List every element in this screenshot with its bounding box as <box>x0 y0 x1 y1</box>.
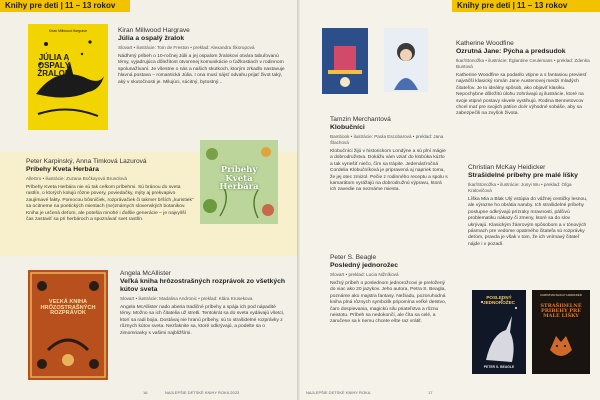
cover-title: STRAŠIDELNÉ PRÍBEHY PRE MALÉ LÍŠKY <box>540 303 582 319</box>
cover-author: Kiran Millwood Hargrave <box>48 29 88 33</box>
book-cover-julia <box>28 24 108 130</box>
book-cover-velka-kniha <box>28 270 108 380</box>
book-title: Strašidelné príbehy pre malé líšky <box>468 172 578 179</box>
cover-title: Príbehy Kveta Herbára <box>219 165 259 192</box>
review-posledny-jednorozec <box>330 254 448 326</box>
book-review: Líška Mia a Blak Ulý vstúpia do vážnej cestičky lesnou, ale výrazne ho obrátia naruby. Ich strašidelné príbehy postupne odkrývajú prízraky mravnosti, pálčivú problematiku nákazy či zmeny, ktoré sa do slov ukrývajú. Klasickým žánrovým spôsobom a v tónových pásmach pre vedome opatrného čitateľa sú rozprávky deťom, pravda je však v tom, že ich vnímavý čitateľ nájde i v pozadí. <box>468 197 588 247</box>
review-klobucnici <box>330 116 448 194</box>
book-meta: Slovart • ilustrácie: Tom de Freston • preklad: Alexandra Škorupová <box>118 45 255 50</box>
section-header-left: Knihy pre deti | 11 – 13 rokov <box>0 0 130 12</box>
book-cover-strasidelne-pribehy <box>532 290 590 374</box>
review-ozrutna-jane <box>456 40 592 118</box>
review-velka-kniha <box>120 270 288 337</box>
book-cover-klobucnici <box>322 28 368 94</box>
book-author: Peter Karpinský, Anna Timková Lazurová <box>26 158 147 165</box>
ornament-illustration <box>28 270 108 380</box>
jane-illustration <box>384 28 428 92</box>
cover-author: CHRISTIAN McKAY HEIDICKER <box>540 293 582 297</box>
page-number-left: 16 <box>143 390 148 395</box>
book-author: Angela McAllister <box>120 270 171 277</box>
cover-title: VEĽKÁ KNIHA HRÔZOSTRAŠNÝCH ROZPRÁVOK <box>40 299 96 317</box>
footer-text-left: NAJLEPŠIE DETSKÉ KNIHY ROKA 2023 <box>165 390 240 395</box>
book-title: Veľká kniha hrôzostrašných rozprávok zo všetkých kútov sveta <box>120 278 286 293</box>
book-author: Kiran Millwood Hargrave <box>118 27 190 34</box>
cover-title: POSLEDNÝ JEDNOROŽEC <box>483 295 515 305</box>
book-review: Katherine Woodfine sa podarilo vtipne a s fantasiou previesť najväčší klasický román Jane Austenovej medzi mladých čitateľov. Je to ideálny spôsob, ako objaviť klasiku. Nepochybne dôležitú úlohu zohrávajú aj ilustrácie, ktoré na svoje vtipné postavy skvele vystihujú. Rodina Bennetovcov chcel mať pre svojich pätíce dcér výhodné sobáše, aby sa zabezpečili na zvyšok života. <box>456 73 587 117</box>
book-cover-pribehy <box>200 140 278 224</box>
page-number-right: 17 <box>428 390 433 395</box>
book-author: Tamzin Merchantová <box>330 116 391 123</box>
footer-text-right: NAJLEPŠIE DETSKÉ KNIHY ROKA <box>306 390 371 395</box>
book-review: Nežný príbeh o poslednom jednorožcovi je preložený do viac ako 20 jazykov. Jeho autora, Petra S. Beagla, poznáme ako majstra fantasy. Nežiadu, pozoruhodná kniha plná rôznych symbolík pripomína veľké detstvo, čaro dospievania, magickú silu priateľstva a rôznu neistotu. Príbeh sa nedokončí, ale číta sa celé, a zaručene sa k nemu chcete ešte raz vrátiť. <box>330 281 447 325</box>
book-review: Príbehy Kveta Herbára nie sú tak celkom príbehmi. Sú bránou do sveta rastlín, o ktorých kolujú rôzne povery, poviedačky, mýty aj prekvapivo zaujímavé fakty. Pomocou bôsničiek, rozprávačiek či takmer brších „kuristiek“ sa ocitneme na poetických miestach (ne)známych slovenských botanikov. Kniha je určená deťom, ale potešia mnohé i ďalšie generácie – je najvyšší čas zastaviť sa pri herbároch a spoznávať svet rastlín. <box>26 185 194 223</box>
book-cover-ozrutna-jane <box>384 28 428 92</box>
book-author: Christian McKay Heidicker <box>468 164 546 171</box>
book-meta: AlleGro • ilustrácie: Zuzana Bočkayová Brunclová <box>26 176 127 181</box>
book-review: Nádhrný príbeh o 10-ročnej Júlii a jej ospalom žralokovi otvára tabuľovanú témy, vyjadrujúca dôležitost otvorenej komunikácie o ťažkostiach v rodinnom spolunažívaní. Je všestne o nás a našich skutkoch, ktorým zrkadlo nastavuje hlavná postava – romantická Júlia. I ona musí nájsť odvahu prijať život taký, aký v skutočnosti je. Milujúci, súcitný, bytostný... <box>118 54 285 85</box>
book-meta: Ikar/Stonožka • ilustrácie: Églantine Ceulemans • preklad: Zdenka Buntová <box>456 58 590 69</box>
book-review: Angela McAllister nado aberia tradičné príbehy a spája ich pod nápadité témy. Možno sa ich čitatelia už stretli. Tentokrát sa do sveta vydávajú všetci, ktorí sa radi bojia. Dostávaj nie hranú príbehy, sú to strašidelné rozprávky z rôznych kútov sveta. Nezľaknite sa, ktoré odkrývajú, a podelte sa o zimomriavky s vašimi najbližšími. <box>120 305 285 336</box>
book-author: Katherine Woodfine <box>456 40 514 47</box>
section-header-right: Knihy pre deti | 11 – 13 rokov <box>452 0 600 12</box>
book-cover-posledny-jednorozec <box>472 290 526 374</box>
book-review: Klobučníci žijú v historickom Londýne a sú plní mágie a dobrodružstva. Dokážu vám vziať do klobúka kúzlo a tak vyriešiť niečo, čím sa trápite. Jedenásťročná Cordelia Klobučníková je pripravená aj napriek tomu, že jej otec zmizol. Pečie z rodinného receptu a spolu s kamarátom vyrážajú na dobrodružnú výpravu, ktorá ich zavedie na neznáme miesta. <box>330 149 448 193</box>
book-meta: Bambook • ilustrácie: Paola Escobarová • preklad: Jana Šlachová <box>330 134 444 145</box>
review-pribehy <box>26 158 194 223</box>
hat-illustration <box>322 28 368 94</box>
book-meta: Ikar/Stonožka • ilustrácie: Junyi Wu • preklad: Oľga Kralovičová <box>468 182 572 193</box>
book-title: Ozrutná Jane: Pýcha a predsudok <box>456 48 566 55</box>
book-meta: Slovart • preklad: Lucia Nižníková <box>330 272 399 277</box>
book-title: Júlia a ospalý žralok <box>118 35 185 42</box>
book-meta: Slovart • ilustrácie: Madalina Andronic • preklad: Klára Krusekova <box>120 296 253 301</box>
book-author: Peter S. Beagle <box>330 254 377 261</box>
book-title: Klobučníci <box>330 124 365 131</box>
review-julia <box>118 27 290 86</box>
right-page <box>300 0 600 400</box>
cover-title: JÚLIA A OSPALÝ ŽRALOK <box>37 53 71 78</box>
book-title: Príbehy Kveta Herbára <box>26 166 99 173</box>
book-title: Posledný jednorožec <box>330 262 398 269</box>
review-strasidelne-pribehy <box>468 164 590 248</box>
cover-author: PETER S. BEAGLE <box>483 365 515 369</box>
